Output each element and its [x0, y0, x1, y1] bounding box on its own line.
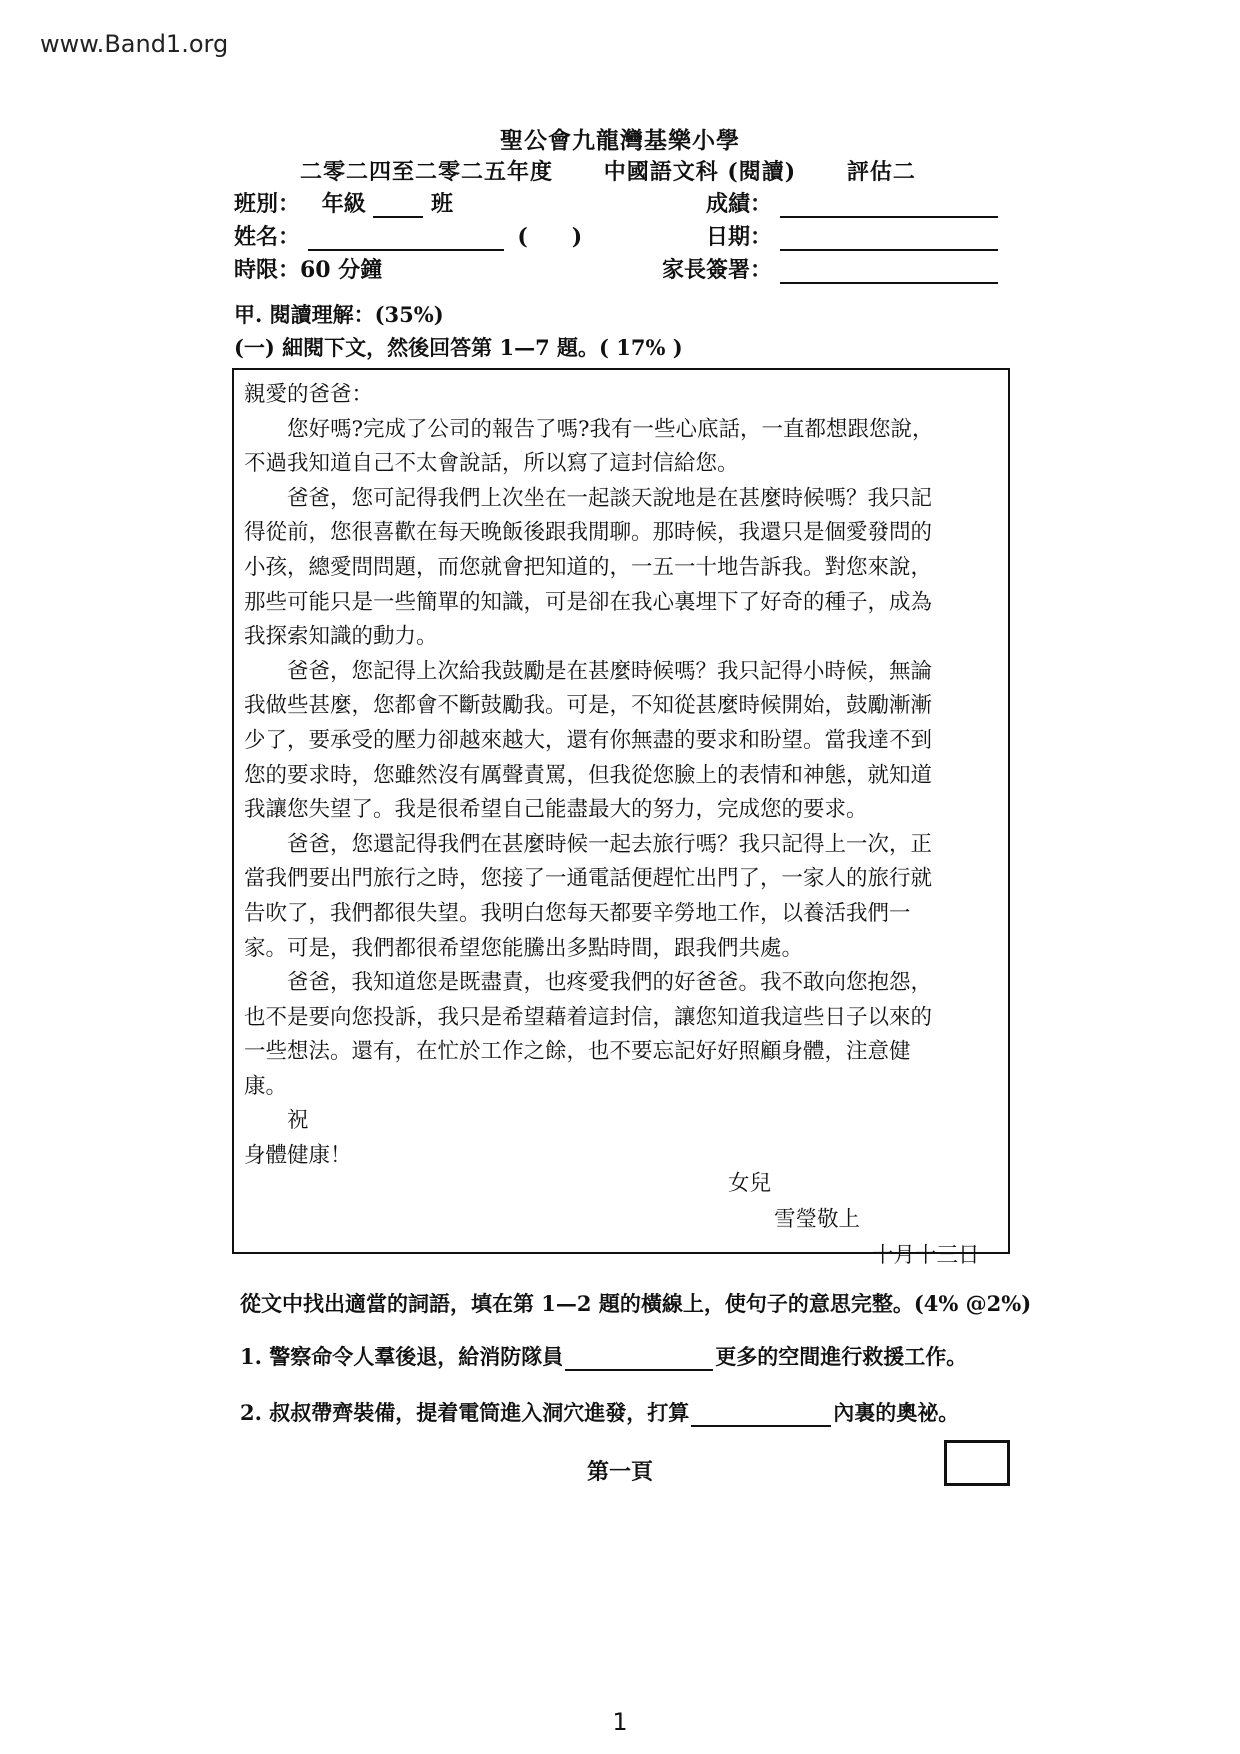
- question-1-text: 1. 警察命令人羣後退，給消防隊員: [240, 1344, 564, 1369]
- letter-closing: 祝: [287, 1108, 309, 1134]
- score-field: [706, 187, 998, 218]
- question-1-text-end: 更多的空間進行救援工作。: [715, 1344, 968, 1369]
- letter-line: 您的要求時，您雖然沒有厲聲責罵，但我從您臉上的表情和神態，就知道: [244, 762, 933, 788]
- letter-line: 當我們要出門旅行之時，您接了一通電話便趕忙出門了，一家人的旅行就: [244, 866, 933, 892]
- letter-line: 爸爸，您可記得我們上次坐在一起談天說地是在甚麼時候嗎？我只記: [287, 485, 933, 511]
- school-year: 二零二四至二零二五年度: [300, 159, 554, 185]
- letter-line: 那些可能只是一些簡單的知識，可是卻在我心裏埋下了好奇的種子，成為: [244, 589, 933, 615]
- question-2: [240, 1397, 959, 1427]
- school-name: 聖公會九龍灣基樂小學: [500, 127, 740, 154]
- question-1: [240, 1341, 967, 1371]
- letter-wish: 身體健康！: [244, 1143, 352, 1169]
- class-suffix: 班: [431, 191, 454, 217]
- grade-label: 年級: [321, 191, 366, 217]
- class-number-paren: ( ): [517, 224, 583, 250]
- letter-line: 康。: [244, 1073, 288, 1099]
- signoff-name: 雪瑩敬上: [774, 1207, 861, 1232]
- class-field: [234, 187, 453, 218]
- letter-line: 一些想法。還有，在忙於工作之餘，也不要忘記好好照顧身體，注意健: [244, 1039, 911, 1065]
- letter-line: 不過我知道自己不太會說話，所以寫了這封信給您。: [244, 451, 739, 477]
- time-limit: 時限：60 分鐘: [234, 257, 383, 283]
- assessment: 評估二: [846, 159, 916, 185]
- letter-line: 您好嗎?完成了公司的報告了嗎?我有一些心底話，一直都想跟您說，: [287, 416, 934, 442]
- class-label: 班別：: [234, 191, 301, 217]
- date-label: 日期：: [706, 224, 773, 250]
- letter-line: 少了，要承受的壓力卻越來越大，還有你無盡的要求和盼望。當我達不到: [244, 727, 933, 753]
- question-1-blank[interactable]: [565, 1347, 713, 1371]
- reading-passage: [232, 368, 1010, 1268]
- letter-line: 我做些甚麼，您都會不斷鼓勵我。可是，不知從甚麼時候開始，鼓勵漸漸: [244, 693, 933, 719]
- letter-line: 告吹了，我們都很失望。我明白您每天都要辛勞地工作，以養活我們一: [244, 900, 911, 926]
- question-2-text-end: 內裏的奧祕。: [833, 1400, 960, 1425]
- date-blank[interactable]: [780, 229, 998, 251]
- parent-signature-blank[interactable]: [780, 262, 998, 284]
- name-blank[interactable]: [308, 229, 504, 251]
- score-label: 成績：: [706, 191, 773, 217]
- letter-greeting: 親愛的爸爸：: [244, 382, 374, 407]
- page-score-box[interactable]: [944, 1440, 1010, 1486]
- name-label: 姓名：: [234, 224, 301, 250]
- date-field: [706, 220, 998, 251]
- letter-line: 爸爸，我知道您是既盡責，也疼愛我們的好爸爸。我不敢向您抱怨，: [287, 970, 933, 996]
- letter-date: 十月十三日: [872, 1243, 980, 1268]
- page-footer: 第一頁: [586, 1459, 653, 1485]
- subject: 中國語文科 (閱讀): [603, 159, 797, 185]
- section-title: 甲. 閱讀理解：(35%): [234, 302, 444, 327]
- letter-line: 小孩，總愛問問題，而您就會把知道的，一五一十地告訴我。對您來說，: [244, 554, 933, 580]
- letter-line: 家。可是，我們都很希望您能騰出多點時間，跟我們共處。: [244, 935, 804, 961]
- letter-line: 得從前，您很喜歡在每天晚飯後跟我閒聊。那時候，我還只是個愛發問的: [244, 520, 933, 546]
- grade-blank[interactable]: [373, 196, 423, 218]
- letter-line: 爸爸，您記得上次給我鼓勵是在甚麼時候嗎？我只記得小時候，無論: [287, 658, 933, 684]
- signoff-relation: 女兒: [728, 1171, 772, 1196]
- exam-subtitle: [300, 155, 958, 186]
- section-instruction: (一) 細閱下文，然後回答第 1—7 題。( 17% ): [234, 335, 683, 360]
- question-2-text: 2. 叔叔帶齊裝備，提着電筒進入洞穴進發，打算: [240, 1400, 690, 1425]
- page-number: 1: [612, 1708, 628, 1736]
- letter-line: 我讓您失望了。我是很希望自己能盡最大的努力，完成您的要求。: [244, 797, 868, 823]
- watermark: www.Band1.org: [40, 30, 229, 58]
- letter-line: 爸爸，您還記得我們在甚麼時候一起去旅行嗎？我只記得上一次，正: [287, 831, 933, 857]
- question-2-blank[interactable]: [691, 1403, 831, 1427]
- question-instructions: 從文中找出適當的詞語，填在第 1—2 題的橫線上，使句子的意思完整。(4% @2%): [240, 1291, 1032, 1316]
- letter-line: 我探索知識的動力。: [244, 624, 438, 650]
- letter-line: 也不是要向您投訴，我只是希望藉着這封信，讓您知道我這些日子以來的: [244, 1004, 933, 1030]
- parent-signature-label: 家長簽署：: [662, 257, 773, 283]
- score-blank[interactable]: [780, 196, 998, 218]
- parent-signature-field: [662, 253, 998, 284]
- name-field: [234, 220, 582, 251]
